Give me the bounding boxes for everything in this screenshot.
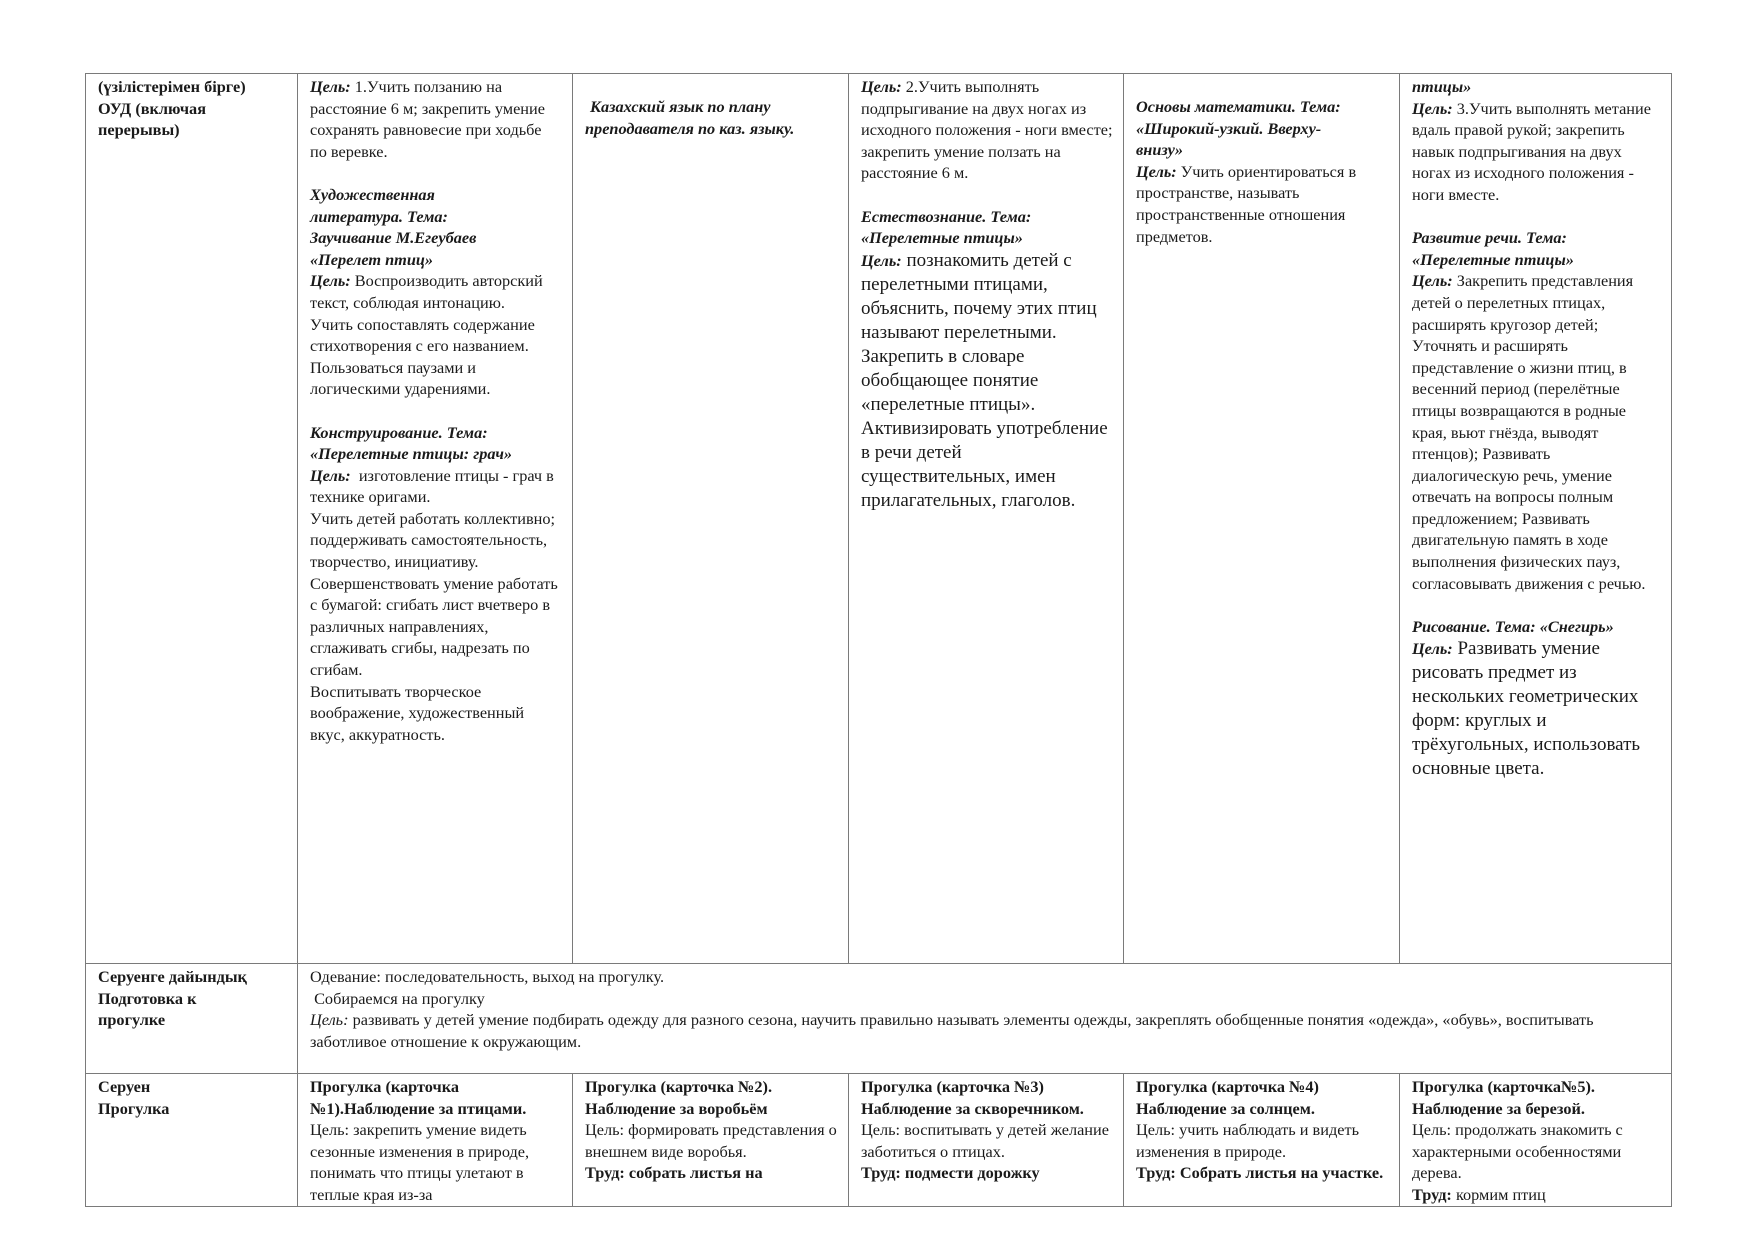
row-label-walk-prep: Серуенге дайындық Подготовка к прогулке [86,964,298,1074]
cell-walk-friday: Прогулка (карточка№5). Наблюдение за березой. Цель: продолжать знакомить с характерными особенностями дерева. Труд: кормим птиц [1400,1074,1672,1207]
cell-oud-monday: Цель: 1.Учить ползанию на расстояние 6 м; закрепить умение сохранять равновесие при ходьбе по веревке. Художественная литература. Тема: Заучивание М.Егеубаев «Перелет птиц» Цель: Воспроизводить авторский текст, соблюдая интонацию. Учить сопоставлять содержание стихотворения с его названием. Пользоваться паузами и логическими ударениями. Конструирование. Тема: «Перелетные птицы: грач» Цель: изготовление птицы - грач в технике оригами. Учить детей работать коллективно; поддерживать самостоятельность, творчество, инициативу. Совершенствовать умение работать с бумагой: сгибать лист вчетверо в различных направлениях, сглаживать сгибы, надрезать по сгибам. Воспитывать творческое воображение, художественный вкус, аккуратность. [298,74,573,964]
cell-walk-thursday: Прогулка (карточка №4) Наблюдение за солнцем. Цель: учить наблюдать и видеть изменения в природе. Труд: Собрать листья на участке. [1124,1074,1400,1207]
row-label-oud: (үзілістерімен бірге) ОУД (включая перерывы) [86,74,298,964]
cell-walk-monday: Прогулка (карточка №1).Наблюдение за птицами. Цель: закрепить умение видеть сезонные изменения в природе, понимать что птицы улетают в теплые края из-за [298,1074,573,1207]
cell-oud-friday: птицы» Цель: 3.Учить выполнять метание вдаль правой рукой; закрепить навык подпрыгивания на двух ногах из исходного положения - ноги вместе. Развитие речи. Тема: «Перелетные птицы» Цель: Закрепить представления детей о перелетных птицах, расширять кругозор детей; Уточнять и расширять представление о жизни птиц, в весенний период (перелётные птицы возвращаются в родные края, вьют гнёзда, выводят птенцов); Развивать диалогическую речь, умение отвечать на вопросы полным предложением; Развивать двигательную память в ходе выполнения физических пауз, согласовывать движения с речью. Рисование. Тема: «Снегирь» Цель: Развивать умение рисовать предмет из нескольких геометрических форм: круглых и трёхугольных, использовать основные цвета. [1400,74,1672,964]
literature-title: Художественная литература. Тема: Заучивание М.Егеубаев «Перелет птиц» [310,184,477,269]
cell-oud-tuesday: Казахский язык по плану преподавателя по каз. языку. [573,74,849,964]
cell-oud-wednesday: Цель: 2.Учить выполнять подпрыгивание на двух ногах из исходного положения - ноги вместе; закрепить умение ползать на расстояние 6 м. Естествознание. Тема: «Перелетные птицы» Цель: познакомить детей с перелетными птицами, объяснить, почему этих птиц называют перелетными. Закрепить в словаре обобщающее понятие «перелетные птицы». Активизировать употребление в речи детей существительных, имен прилагательных, глаголов. [849,74,1124,964]
cell-walk-tuesday: Прогулка (карточка №2). Наблюдение за воробьём Цель: формировать представления о внешнем виде воробья. Труд: собрать листья на [573,1074,849,1207]
cell-walk-prep: Одевание: последовательность, выход на прогулку. Собираемся на прогулку Цель: развивать у детей умение подбирать одежду для разного сезона, научить правильно называть элементы одежды, закреплять обобщенные понятия «одежда», «обувь», воспитывать заботливое отношение к окружающим. [298,964,1672,1074]
row-label-walk: Серуен Прогулка [86,1074,298,1207]
cell-oud-thursday: Основы математики. Тема: «Широкий-узкий. Вверху- внизу» Цель: Учить ориентироваться в пространстве, называть пространственные отношения предметов. [1124,74,1400,964]
cell-walk-wednesday: Прогулка (карточка №3) Наблюдение за скворечником. Цель: воспитывать у детей желание заботиться о птицах. Труд: подмести дорожку [849,1074,1124,1207]
math-title: Основы математики. Тема: «Широкий-узкий. Вверху- внизу» [1136,97,1341,160]
table-row-walk [86,1074,1672,1207]
table-row-walk-prep [86,964,1672,1074]
drawing-title: Рисование. Тема: «Снегирь» [1412,616,1614,636]
table-row-oud [86,74,1672,964]
speech-title: Развитие речи. Тема: «Перелетные птицы» [1412,228,1574,269]
daily-plan-table [85,73,1672,1207]
construction-title: Конструирование. Тема: «Перелетные птицы: грач» [310,422,513,464]
natural-science-title: Естествознание. Тема: «Перелетные птицы» [861,206,1032,248]
